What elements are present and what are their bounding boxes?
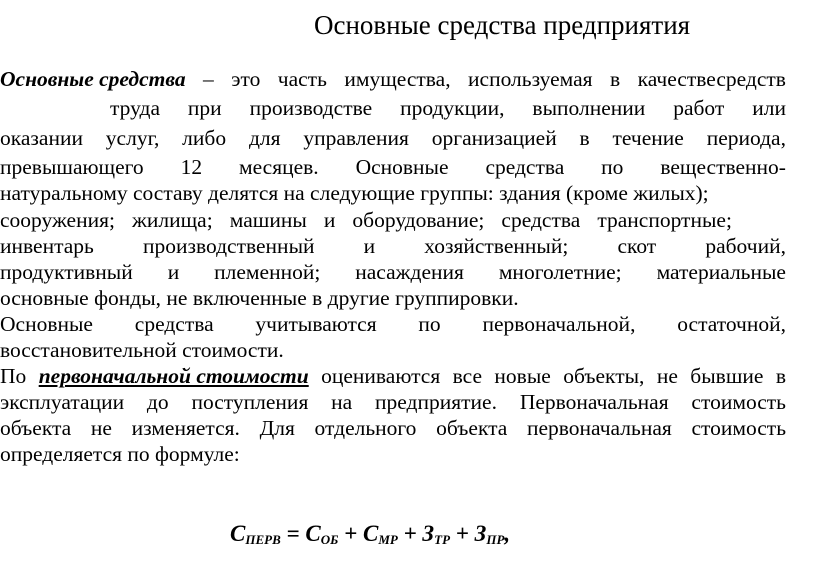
word: племенной; bbox=[214, 260, 321, 284]
word: Основные bbox=[355, 155, 449, 179]
line-text: основные фонды, не включенные в другие группировки. bbox=[0, 286, 519, 310]
term-fixed-assets: Основные средства bbox=[0, 67, 186, 91]
word: стоимость bbox=[691, 416, 786, 440]
p3-line-2 bbox=[0, 389, 786, 415]
word: жилища; bbox=[132, 208, 213, 232]
word: организацией bbox=[431, 126, 557, 150]
formula-punctuation: , bbox=[504, 521, 511, 546]
word: стоимость bbox=[691, 390, 786, 414]
p1-line-6 bbox=[0, 207, 732, 233]
p3-line-4 bbox=[0, 441, 240, 467]
word: труда bbox=[110, 96, 161, 120]
word: услуг, bbox=[105, 126, 160, 150]
word: объекта bbox=[0, 416, 72, 440]
word: бывшие bbox=[690, 364, 764, 388]
word: Первоначальная bbox=[519, 390, 669, 414]
p1-line-9 bbox=[0, 285, 519, 311]
formula-symbol: З bbox=[422, 521, 435, 546]
word: машины bbox=[229, 208, 307, 232]
word: рабочий, bbox=[705, 234, 786, 258]
word: продуктивный bbox=[0, 260, 133, 284]
word: месяцев. bbox=[238, 155, 319, 179]
word: и bbox=[363, 234, 376, 258]
formula-symbol: С bbox=[230, 521, 246, 546]
word: и bbox=[167, 260, 180, 284]
line-text: восстановительной стоимости. bbox=[0, 338, 284, 362]
word: на bbox=[331, 390, 353, 414]
p1-line-7 bbox=[0, 233, 786, 259]
word: остаточной, bbox=[677, 312, 786, 336]
word: многолетние; bbox=[498, 260, 622, 284]
word: выполнении bbox=[532, 96, 646, 120]
p3-line-1 bbox=[0, 363, 786, 389]
word: первоначальной, bbox=[482, 312, 636, 336]
word: это bbox=[231, 67, 261, 91]
word: не bbox=[656, 364, 678, 388]
formula-subscript: ОБ bbox=[320, 532, 339, 547]
formula-operator: + bbox=[397, 521, 423, 546]
word: средства bbox=[501, 208, 581, 232]
p1-line-4 bbox=[0, 154, 786, 180]
word: первоначальная bbox=[527, 416, 672, 440]
word: до bbox=[146, 390, 169, 414]
word: течение bbox=[612, 126, 684, 150]
word: качествесредств bbox=[637, 67, 786, 91]
word: По bbox=[0, 364, 27, 388]
word: либо bbox=[182, 126, 227, 150]
word: поступления bbox=[191, 390, 309, 414]
word: продукции, bbox=[400, 96, 505, 120]
p2-line-2 bbox=[0, 337, 284, 363]
word: и bbox=[323, 208, 336, 232]
word: в bbox=[579, 126, 590, 150]
word: часть bbox=[277, 67, 327, 91]
word: по bbox=[601, 155, 624, 179]
formula-symbol: С bbox=[362, 521, 379, 546]
word: Для bbox=[259, 416, 295, 440]
word: – bbox=[203, 67, 214, 91]
word: в bbox=[775, 364, 786, 388]
word: имущества, bbox=[344, 67, 451, 91]
p1-line-5 bbox=[0, 180, 709, 206]
word: по bbox=[418, 312, 441, 336]
word: насаждения bbox=[355, 260, 464, 284]
p1-line-3 bbox=[0, 125, 786, 151]
word: используемая bbox=[468, 67, 593, 91]
word: все bbox=[452, 364, 482, 388]
word: хозяйственный; bbox=[424, 234, 569, 258]
formula-operator: + bbox=[338, 521, 363, 546]
word: предприятие. bbox=[375, 390, 497, 414]
formula-subscript: МР bbox=[378, 532, 398, 547]
word: объекты, bbox=[563, 364, 645, 388]
word: скот bbox=[617, 234, 657, 258]
word: средства bbox=[485, 155, 565, 179]
word: инвентарь bbox=[0, 234, 94, 258]
line-text: определяется по формуле: bbox=[0, 442, 240, 466]
word: 12 bbox=[180, 155, 203, 179]
word: оказании bbox=[0, 126, 83, 150]
p1-line-8 bbox=[0, 259, 786, 285]
initial-cost-formula bbox=[230, 519, 510, 555]
word: сооружения; bbox=[0, 208, 115, 232]
word: вещественно- bbox=[660, 155, 786, 179]
formula-subscript: ТР bbox=[434, 532, 451, 547]
word: транспортные; bbox=[597, 208, 732, 232]
formula-operator: = bbox=[280, 521, 306, 546]
word: при bbox=[187, 96, 222, 120]
word: отдельного bbox=[314, 416, 417, 440]
formula-operator: + bbox=[450, 521, 475, 546]
line-text: натуральному составу делятся на следующие группы: здания (кроме жилых); bbox=[0, 181, 709, 205]
title-text: Основные средства предприятия bbox=[314, 10, 691, 40]
p1-line-2 bbox=[110, 95, 786, 121]
word: управления bbox=[303, 126, 409, 150]
p2-line-1 bbox=[0, 311, 786, 337]
word: работ bbox=[673, 96, 725, 120]
word: учитываются bbox=[255, 312, 377, 336]
formula-symbol: С bbox=[305, 521, 321, 546]
term-initial-cost: первоначальной стоимости bbox=[38, 364, 309, 388]
word: или bbox=[752, 96, 786, 120]
word: производстве bbox=[249, 96, 373, 120]
word: не bbox=[90, 416, 112, 440]
word: изменяется. bbox=[131, 416, 240, 440]
formula-subscript: ПР bbox=[486, 532, 505, 547]
formula-symbol: З bbox=[474, 521, 487, 546]
word: производственный bbox=[142, 234, 315, 258]
word: периода, bbox=[706, 126, 786, 150]
word: объекта bbox=[436, 416, 508, 440]
word: оцениваются bbox=[321, 364, 441, 388]
word: материальные bbox=[656, 260, 786, 284]
p1-line-1 bbox=[0, 66, 786, 92]
p3-line-3 bbox=[0, 415, 786, 441]
word: эксплуатации bbox=[0, 390, 125, 414]
word: новые bbox=[494, 364, 551, 388]
word: превышающего bbox=[0, 155, 144, 179]
formula-subscript: ПЕРВ bbox=[245, 532, 281, 547]
word: оборудование; bbox=[352, 208, 485, 232]
word: в bbox=[609, 67, 621, 91]
word: средства bbox=[134, 312, 214, 336]
word: для bbox=[248, 126, 281, 150]
word: Основные bbox=[0, 312, 93, 336]
